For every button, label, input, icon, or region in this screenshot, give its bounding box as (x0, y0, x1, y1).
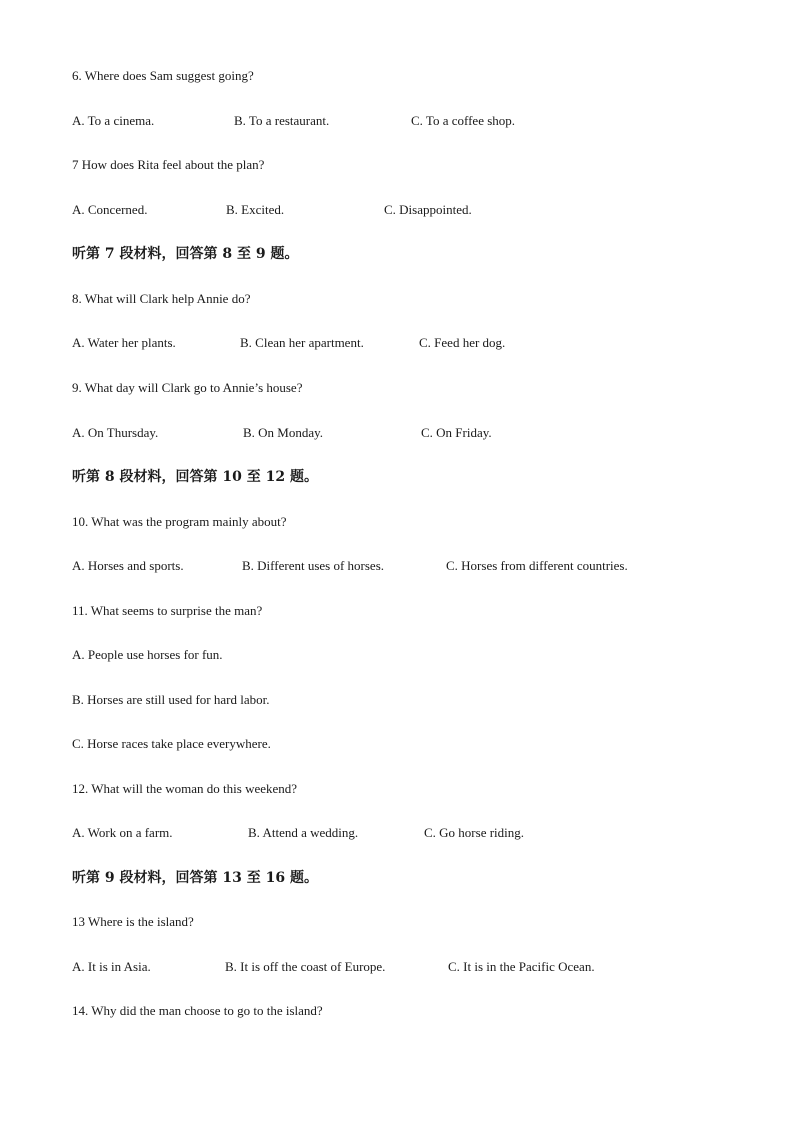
option-10b: B. Different uses of horses. (242, 558, 385, 573)
section-heading-9: 听第 9 段材料，回答第 13 至 16 题。 (72, 870, 318, 886)
option-9b: B. On Monday. (243, 425, 324, 440)
option-13b: B. It is off the coast of Europe. (225, 959, 386, 974)
option-11a: A. People use horses for fun. (72, 647, 223, 662)
question-8: 8. What will Clark help Annie do? (72, 291, 251, 306)
option-11c: C. Horse races take place everywhere. (72, 736, 271, 751)
option-9c: C. On Friday. (421, 425, 492, 440)
option-9a: A. On Thursday. (72, 425, 159, 440)
option-10c: C. Horses from different countries. (446, 558, 628, 573)
option-12b: B. Attend a wedding. (248, 825, 359, 840)
option-7c: C. Disappointed. (384, 202, 472, 217)
option-8b: B. Clean her apartment. (240, 335, 364, 350)
option-12c: C. Go horse riding. (424, 825, 525, 840)
question-14: 14. Why did the man choose to go to the island? (72, 1003, 323, 1018)
question-9: 9. What day will Clark go to Annie’s house? (72, 380, 303, 395)
section-heading-8: 听第 8 段材料，回答第 10 至 12 题。 (72, 469, 318, 485)
option-13c: C. It is in the Pacific Ocean. (448, 959, 595, 974)
question-13: 13 Where is the island? (72, 914, 194, 929)
question-6: 6. Where does Sam suggest going? (72, 68, 254, 83)
option-11b: B. Horses are still used for hard labor. (72, 692, 270, 707)
question-12: 12. What will the woman do this weekend? (72, 781, 298, 796)
option-8a: A. Water her plants. (72, 335, 176, 350)
question-10: 10. What was the program mainly about? (72, 514, 287, 529)
option-7a: A. Concerned. (72, 202, 148, 217)
section-heading-7: 听第 7 段材料，回答第 8 至 9 题。 (72, 246, 299, 262)
option-13a: A. It is in Asia. (72, 959, 151, 974)
question-11: 11. What seems to surprise the man? (72, 603, 263, 618)
option-7b: B. Excited. (226, 202, 285, 217)
question-7: 7 How does Rita feel about the plan? (72, 157, 265, 172)
option-10a: A. Horses and sports. (72, 558, 184, 573)
option-12a: A. Work on a farm. (72, 825, 173, 840)
option-8c: C. Feed her dog. (419, 335, 506, 350)
option-6a: A. To a cinema. (72, 113, 155, 128)
option-6b: B. To a restaurant. (234, 113, 330, 128)
option-6c: C. To a coffee shop. (411, 113, 516, 128)
